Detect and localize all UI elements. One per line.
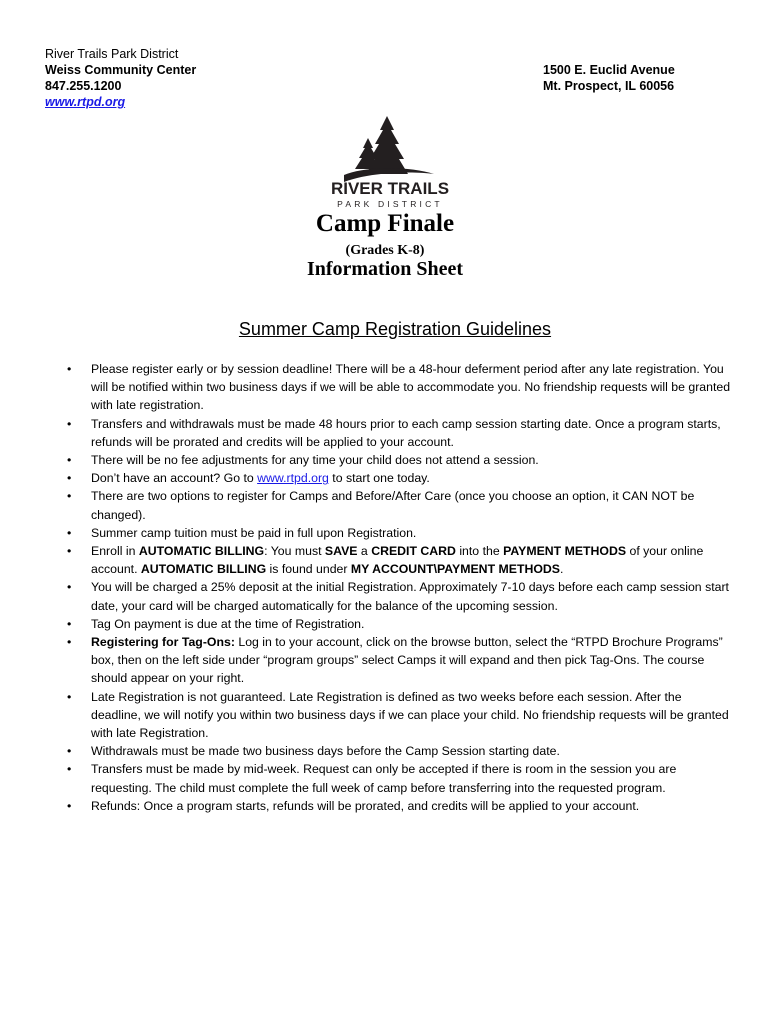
list-item: • Registering for Tag-Ons: Log in to your account, click on the browse button, select the “RTPD Brochure Programs” box, then on the left side under “program groups” select Camps it will expand and then pick Tag-Ons. The course should appear on your right. [62, 633, 732, 688]
address-block [543, 62, 675, 94]
list-item: • Transfers must be made by mid-week. Request can only be accepted if there is room in the session you are requesting. The child must complete the full week of camp before transferring into the requested program. [62, 760, 732, 796]
list-item: • There are two options to register for Camps and Before/After Care (once you choose an option, it CAN NOT be changed). [62, 487, 732, 523]
website-link-inline[interactable]: www.rtpd.org [257, 471, 329, 486]
list-item: • Don’t have an account? Go to www.rtpd.org to start one today. [62, 469, 732, 487]
address-street: 1500 E. Euclid Avenue [543, 63, 675, 77]
center-name: Weiss Community Center [45, 63, 197, 77]
page-subtitle: Information Sheet [306, 258, 464, 280]
website-link[interactable]: www.rtpd.org [45, 95, 126, 109]
guidelines-list [62, 360, 732, 815]
list-item: • Transfers and withdrawals must be made 48 hours prior to each camp session starting date. Once a program starts, refunds will be prorated and credits will be applied to your account. [62, 415, 732, 451]
list-item: • Tag On payment is due at the time of Registration. [62, 615, 732, 633]
list-item: • Enroll in AUTOMATIC BILLING: You must SAVE a CREDIT CARD into the PAYMENT METHODS of your online account. AUTOMATIC BILLING is found under MY ACCOUNT\PAYMENT METHODS. [62, 542, 732, 578]
grade-range: (Grades K-8) [345, 243, 425, 258]
contact-block [45, 46, 196, 110]
logo-name: RIVER TRAILS [330, 179, 450, 198]
list-item: • You will be charged a 25% deposit at the initial Registration. Approximately 7-10 days before each camp session start date, your card will be charged automatically for the balance of the upcoming session. [62, 578, 732, 614]
phone-number: 847.255.1200 [45, 79, 122, 93]
list-item: • There will be no fee adjustments for any time your child does not attend a session. [62, 451, 732, 469]
list-item: • Please register early or by session deadline! There will be a 48-hour deferment period after any late registration. You will be notified within two business days if we will be able to accommodate you. No friendship requests will be granted with late registration. [62, 360, 732, 415]
logo-subtitle: PARK DISTRICT [337, 199, 443, 209]
river-trails-logo [320, 112, 460, 212]
district-name: River Trails Park District [45, 47, 179, 61]
address-city: Mt. Prospect, IL 60056 [543, 79, 675, 93]
list-item: • Withdrawals must be made two business days before the Camp Session starting date. [62, 742, 732, 760]
list-item: • Late Registration is not guaranteed. Late Registration is defined as two weeks before each session. After the deadline, we will notify you within two business days if we can place your child. No friendship requests will be granted with late Registration. [62, 688, 732, 743]
page-title: Camp Finale [315, 210, 455, 237]
list-item: • Summer camp tuition must be paid in full upon Registration. [62, 524, 732, 542]
list-item: • Refunds: Once a program starts, refunds will be prorated, and credits will be applied to your account. [62, 797, 732, 815]
section-heading: Summer Camp Registration Guidelines [238, 319, 552, 339]
